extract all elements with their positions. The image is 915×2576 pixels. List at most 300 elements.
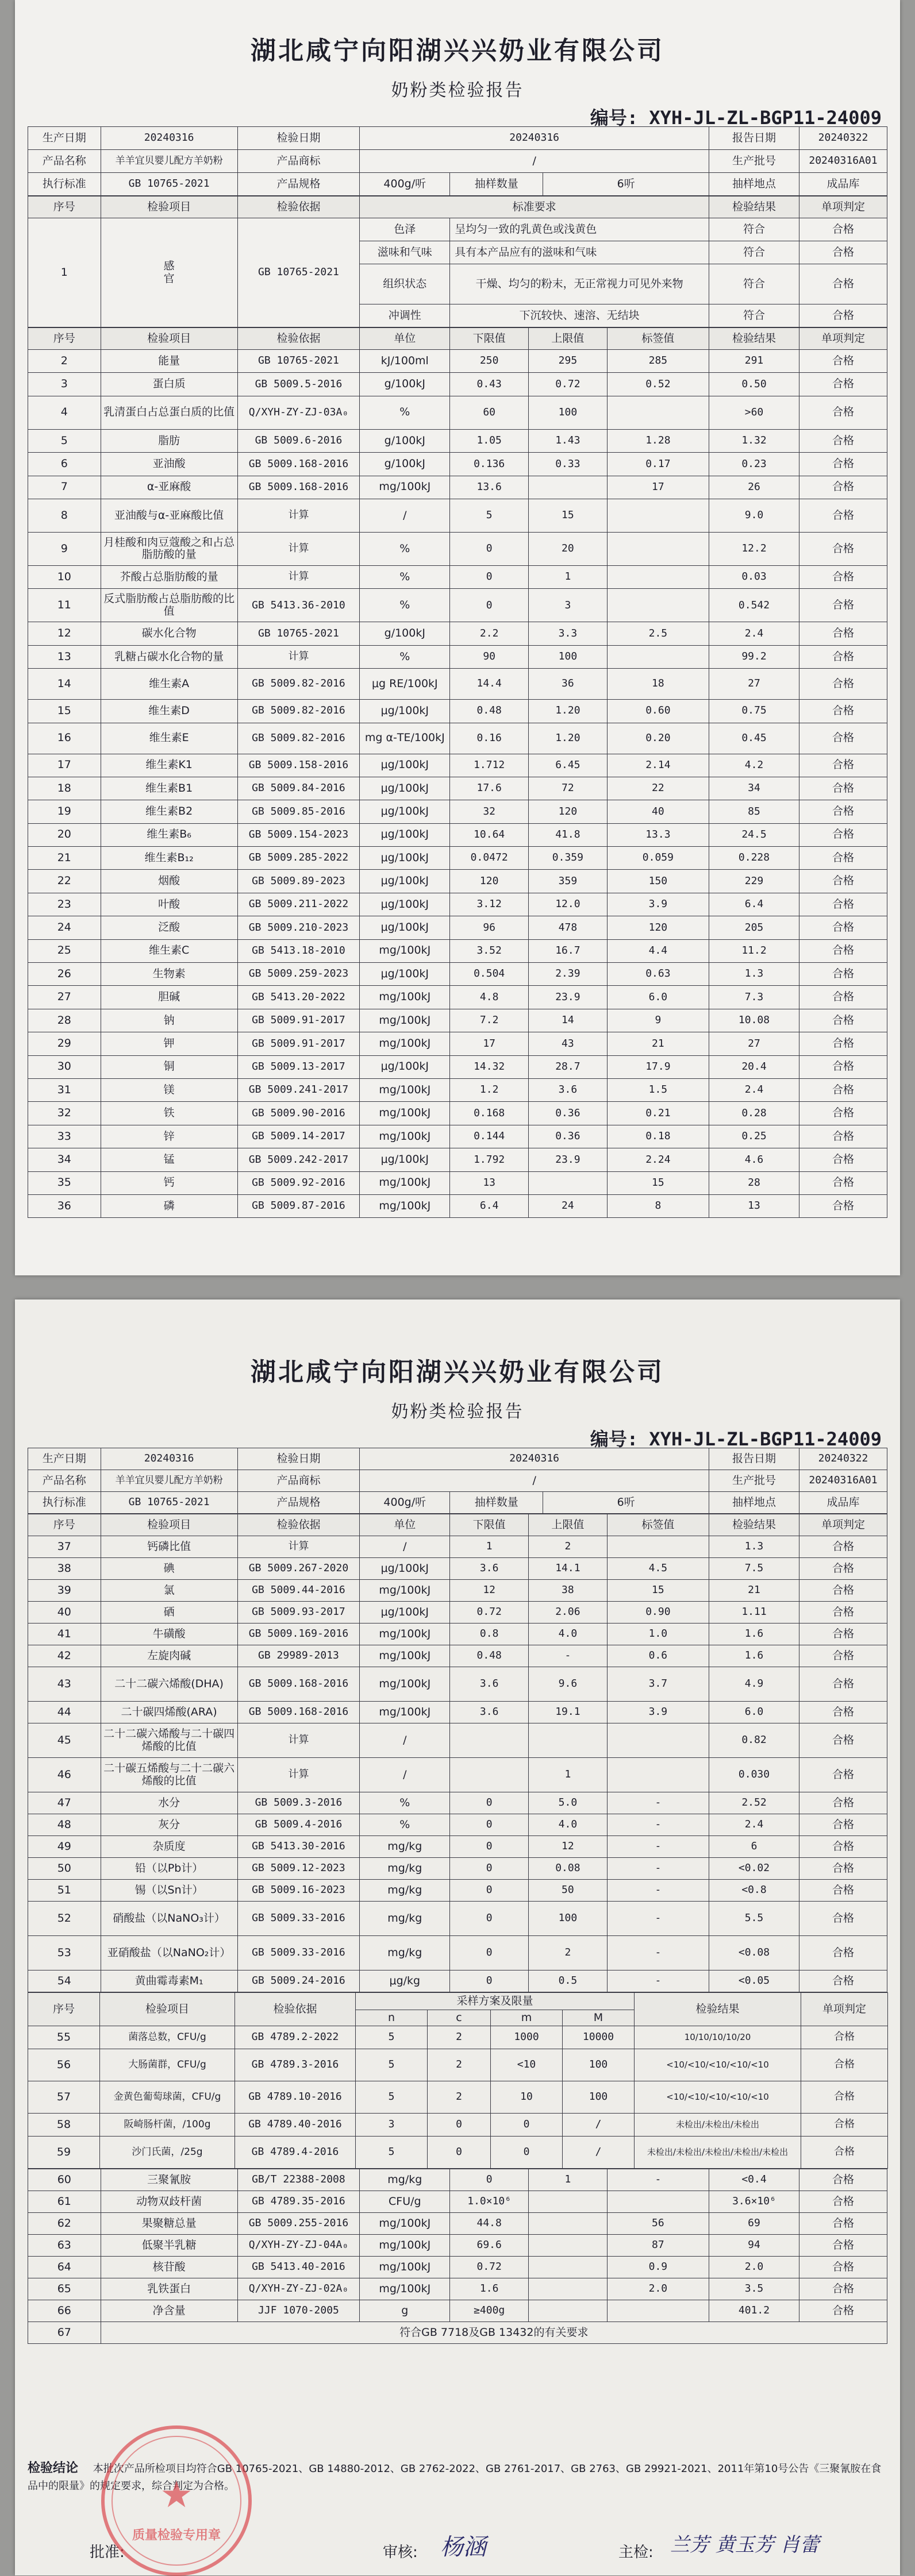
label-sample-qty: 抽样数量 <box>450 1492 543 1514</box>
upper-limit: 50 <box>529 1880 608 1902</box>
results-table-2 <box>28 1514 887 1992</box>
sensory-result: 符合 <box>709 241 799 264</box>
micro-head-verdict: 单项判定 <box>801 1993 888 2026</box>
lower-limit: 13.6 <box>450 476 529 499</box>
test-result: 24.5 <box>709 823 799 846</box>
sensory-table <box>28 196 887 327</box>
test-basis: GB 5413.30-2016 <box>237 1836 360 1858</box>
row-no: 60 <box>28 2169 101 2191</box>
unit: / <box>360 1536 450 1558</box>
row-no: 25 <box>28 939 101 962</box>
row-no: 41 <box>28 1624 101 1645</box>
row-no: 42 <box>28 1645 101 1667</box>
row-no: 40 <box>28 1602 101 1624</box>
item-name: 钾 <box>101 1032 237 1055</box>
lower-limit: 0.48 <box>450 1645 529 1667</box>
test-basis: GB 5009.211-2022 <box>237 893 360 916</box>
plan-c: 0 <box>428 2137 491 2169</box>
label-value: 120 <box>607 916 709 939</box>
row-no: 29 <box>28 1032 101 1055</box>
verdict: 合格 <box>799 754 887 777</box>
test-basis: GB 5413.18-2010 <box>237 939 360 962</box>
column-header: 检验依据 <box>237 328 360 350</box>
table-row <box>28 1536 887 1558</box>
label-value: - <box>607 1936 709 1970</box>
row-no: 32 <box>28 1102 101 1125</box>
table-row <box>28 373 887 396</box>
test-basis: GB/T 22388-2008 <box>237 2169 360 2191</box>
label-value: - <box>607 1836 709 1858</box>
unit: μg/100kJ <box>360 754 450 777</box>
review-signature: 杨涵 <box>440 2534 486 2560</box>
label-value <box>607 1723 709 1758</box>
plan-m: 0 <box>491 2137 563 2169</box>
test-basis: GB 5009.44-2016 <box>237 1580 360 1602</box>
lower-limit: 0 <box>450 532 529 565</box>
item-name: 动物双歧杆菌 <box>101 2191 237 2213</box>
test-result: 2.52 <box>709 1792 799 1814</box>
table-row <box>28 986 887 1009</box>
test-result: <0.02 <box>709 1858 799 1880</box>
lower-limit: 1.712 <box>450 754 529 777</box>
label-value <box>607 565 709 588</box>
item-name: 镁 <box>101 1078 237 1101</box>
test-basis: 计算 <box>237 1758 360 1792</box>
label-value: 285 <box>607 350 709 373</box>
unit: μg RE/100kJ <box>360 669 450 700</box>
unit: mg/100kJ <box>360 2235 450 2257</box>
item-name: 金黄色葡萄球菌，CFU/g <box>100 2081 235 2114</box>
test-basis: GB 4789.35-2016 <box>237 2191 360 2213</box>
label-value: 2.5 <box>607 622 709 645</box>
test-result: 7.5 <box>709 1558 799 1580</box>
standard: GB 10765-2021 <box>101 173 237 196</box>
lower-limit: ≥400g <box>450 2300 529 2322</box>
test-result: 26 <box>709 476 799 499</box>
verdict: 合格 <box>799 963 887 986</box>
upper-limit: 478 <box>529 916 608 939</box>
label-value: 0.18 <box>607 1125 709 1148</box>
test-basis: GB 5009.267-2020 <box>237 1558 360 1580</box>
item-name: 硝酸盐（以NaNO₃计） <box>101 1902 237 1936</box>
test-result: 3.5 <box>709 2278 799 2300</box>
item-name: α-亚麻酸 <box>101 476 237 499</box>
label-value: 0.60 <box>607 700 709 723</box>
verdict: 合格 <box>799 1102 887 1125</box>
unit: mg/100kJ <box>360 1102 450 1125</box>
column-header: 检验结果 <box>709 1514 799 1536</box>
test-result: 0.03 <box>709 565 799 588</box>
row-no: 39 <box>28 1580 101 1602</box>
micro-table <box>28 1992 888 2169</box>
item-name: 阪崎肠杆菌，/100g <box>100 2114 235 2137</box>
verdict: 合格 <box>799 1125 887 1148</box>
row-no: 61 <box>28 2191 101 2213</box>
table-row <box>28 1702 887 1723</box>
upper-limit: 23.9 <box>529 1148 608 1171</box>
test-result: >60 <box>709 396 799 429</box>
upper-limit: 3 <box>529 589 608 622</box>
unit: mg/100kJ <box>360 1667 450 1702</box>
upper-limit: 1 <box>529 565 608 588</box>
lower-limit: 2.2 <box>450 622 529 645</box>
lower-limit: 0.168 <box>450 1102 529 1125</box>
column-header: 检验项目 <box>101 328 237 350</box>
micro-head-item: 检验项目 <box>100 1993 235 2026</box>
report-title: 奶粉类检验报告 <box>391 80 524 101</box>
plan-M: / <box>563 2114 635 2137</box>
sensory-verdict: 合格 <box>799 241 887 264</box>
sensory-result: 符合 <box>709 218 799 241</box>
table-row <box>28 589 887 622</box>
lower-limit: 0.8 <box>450 1624 529 1645</box>
test-basis: GB 5413.40-2016 <box>237 2257 360 2278</box>
test-basis: GB 10765-2021 <box>237 350 360 373</box>
row-no: 5 <box>28 429 101 452</box>
report-date: 20240322 <box>799 127 887 150</box>
item-name: 亚油酸 <box>101 453 237 476</box>
unit: μg/100kJ <box>360 893 450 916</box>
column-header: 序号 <box>28 328 101 350</box>
test-result: 2.0 <box>709 2257 799 2278</box>
upper-limit: 12 <box>529 1836 608 1858</box>
upper-limit: 0.5 <box>529 1970 608 1992</box>
test-result: <0.4 <box>709 2169 799 2191</box>
sensory-head-result: 检验结果 <box>709 196 799 218</box>
test-result: 21 <box>709 1580 799 1602</box>
unit: g/100kJ <box>360 373 450 396</box>
test-basis: GB 5009.91-2017 <box>237 1032 360 1055</box>
micro-sub-M: M <box>563 2010 635 2026</box>
upper-limit: 2.39 <box>529 963 608 986</box>
upper-limit: 359 <box>529 870 608 893</box>
row-no: 19 <box>28 800 101 823</box>
item-name: 维生素A <box>101 669 237 700</box>
label-value: 0.9 <box>607 2257 709 2278</box>
verdict: 合格 <box>801 2081 888 2114</box>
row-no: 7 <box>28 476 101 499</box>
table-row <box>28 870 887 893</box>
verdict: 合格 <box>799 1970 887 1992</box>
verdict: 合格 <box>799 700 887 723</box>
table-row <box>28 2235 887 2257</box>
test-basis: GB 5009.16-2023 <box>237 1880 360 1902</box>
lower-limit: 120 <box>450 870 529 893</box>
test-result: 0.228 <box>709 847 799 870</box>
row-no: 52 <box>28 1902 101 1936</box>
test-result: 11.2 <box>709 939 799 962</box>
test-basis: GB 5009.4-2016 <box>237 1814 360 1836</box>
verdict: 合格 <box>799 1624 887 1645</box>
upper-limit: 4.0 <box>529 1624 608 1645</box>
lower-limit: 0.504 <box>450 963 529 986</box>
row-no: 16 <box>28 723 101 754</box>
row-no: 8 <box>28 499 101 532</box>
lower-limit: 0 <box>450 565 529 588</box>
label-value: 8 <box>607 1194 709 1217</box>
verdict: 合格 <box>799 1814 887 1836</box>
verdict: 合格 <box>799 1536 887 1558</box>
company-title: 湖北咸宁向阳湖兴兴奶业有限公司 <box>251 1358 664 1387</box>
upper-limit: 15 <box>529 499 608 532</box>
label-value: 3.9 <box>607 893 709 916</box>
table-row <box>28 396 887 429</box>
verdict: 合格 <box>799 2191 887 2213</box>
test-basis: 计算 <box>237 565 360 588</box>
verdict: 合格 <box>801 2114 888 2137</box>
verdict: 合格 <box>799 396 887 429</box>
lower-limit: 0 <box>450 589 529 622</box>
test-basis: GB 5009.33-2016 <box>237 1936 360 1970</box>
row-no: 28 <box>28 1009 101 1032</box>
table-row <box>28 1667 887 1702</box>
verdict: 合格 <box>799 986 887 1009</box>
unit: mg/100kJ <box>360 2257 450 2278</box>
plan-n: 5 <box>356 2137 428 2169</box>
label-sample-location: 抽样地点 <box>709 1492 799 1514</box>
item-name: 二十碳五烯酸与二十二碳六烯酸的比值 <box>101 1758 237 1792</box>
upper-limit: 2 <box>529 1536 608 1558</box>
test-result: 401.2 <box>709 2300 799 2322</box>
table-row <box>28 777 887 800</box>
lower-limit: 3.6 <box>450 1667 529 1702</box>
unit: μg/100kJ <box>360 1602 450 1624</box>
lower-limit: 0.72 <box>450 2257 529 2278</box>
unit: mg α-TE/100kJ <box>360 723 450 754</box>
label-value: 17.9 <box>607 1055 709 1078</box>
test-basis: GB 5009.242-2017 <box>237 1148 360 1171</box>
sensory-head-no: 序号 <box>28 196 101 218</box>
upper-limit <box>529 1171 608 1194</box>
test-result: <0.05 <box>709 1970 799 1992</box>
test-result: 1.3 <box>709 1536 799 1558</box>
row-no: 26 <box>28 963 101 986</box>
unit: μg/100kJ <box>360 1148 450 1171</box>
lower-limit: 14.4 <box>450 669 529 700</box>
sample-qty: 6听 <box>543 1492 709 1514</box>
test-basis: GB 5413.36-2010 <box>237 589 360 622</box>
micro-head-no: 序号 <box>28 1993 100 2026</box>
test-result: 69 <box>709 2213 799 2235</box>
upper-limit: 1.20 <box>529 700 608 723</box>
product-name: 羊羊宜贝婴儿配方羊奶粉 <box>101 1470 237 1492</box>
label-brand: 产品商标 <box>237 1470 360 1492</box>
plan-m: 0 <box>491 2114 563 2137</box>
upper-limit: 0.33 <box>529 453 608 476</box>
row-no: 56 <box>28 2049 100 2081</box>
test-result: 6.0 <box>709 1702 799 1723</box>
lower-limit: 96 <box>450 916 529 939</box>
lower-limit: 14.32 <box>450 1055 529 1078</box>
row-no: 27 <box>28 986 101 1009</box>
verdict: 合格 <box>799 2300 887 2322</box>
results-table-1 <box>28 327 887 1218</box>
label-value: - <box>607 2169 709 2191</box>
lower-limit: 0.144 <box>450 1125 529 1148</box>
test-result: 20.4 <box>709 1055 799 1078</box>
test-result: 0.82 <box>709 1723 799 1758</box>
item-name: 乳铁蛋白 <box>101 2278 237 2300</box>
plan-c: 2 <box>428 2049 491 2081</box>
inspection-stamp <box>101 2425 252 2576</box>
column-header: 下限值 <box>450 328 529 350</box>
column-header-row <box>28 1514 887 1536</box>
upper-limit: 3.3 <box>529 622 608 645</box>
label-value: 1.0 <box>607 1624 709 1645</box>
test-result: 0.28 <box>709 1102 799 1125</box>
table-row <box>28 532 887 565</box>
plan-n: 3 <box>356 2114 428 2137</box>
row-no: 13 <box>28 645 101 668</box>
item-name: 铅（以Pb计） <box>101 1858 237 1880</box>
report-date: 20240322 <box>799 1448 887 1470</box>
unit: % <box>360 396 450 429</box>
test-result: 3.6×10⁶ <box>709 2191 799 2213</box>
label-spec: 产品规格 <box>237 1492 360 1514</box>
label-value <box>607 532 709 565</box>
plan-M: / <box>563 2137 635 2169</box>
test-result: 6 <box>709 1836 799 1858</box>
table-row <box>28 2049 888 2081</box>
row-no: 45 <box>28 1723 101 1758</box>
lower-limit: 0 <box>450 1858 529 1880</box>
micro-head-plan: 采样方案及限量 <box>356 1993 635 2010</box>
test-basis: 计算 <box>237 532 360 565</box>
sensory-req: 具有本产品应有的滋味和气味 <box>450 241 709 264</box>
item-name: 维生素K1 <box>101 754 237 777</box>
row-no: 2 <box>28 350 101 373</box>
lower-limit: 1.6 <box>450 2278 529 2300</box>
conclusion-label: 检验结论 <box>28 2461 79 2475</box>
micro-head-basis: 检验依据 <box>235 1993 356 2026</box>
unit: mg/kg <box>360 1902 450 1936</box>
test-result: 1.3 <box>709 963 799 986</box>
row67-no: 67 <box>28 2322 101 2344</box>
label-value: 0.52 <box>607 373 709 396</box>
upper-limit: 1 <box>529 1758 608 1792</box>
unit: mg/kg <box>360 1936 450 1970</box>
test-result: 291 <box>709 350 799 373</box>
label-value: 2.0 <box>607 2278 709 2300</box>
item-name: 维生素B₆ <box>101 823 237 846</box>
header-table <box>28 126 887 196</box>
item-name: 叶酸 <box>101 893 237 916</box>
label-value: 15 <box>607 1171 709 1194</box>
verdict: 合格 <box>799 622 887 645</box>
upper-limit: 38 <box>529 1580 608 1602</box>
row-no: 35 <box>28 1171 101 1194</box>
test-basis: GB 5009.14-2017 <box>237 1125 360 1148</box>
verdict: 合格 <box>799 669 887 700</box>
stamp-star: ★ <box>160 2474 193 2516</box>
test-basis: GB 5413.20-2022 <box>237 986 360 1009</box>
production-date: 20240316 <box>101 127 237 150</box>
lower-limit: 250 <box>450 350 529 373</box>
lower-limit: 6.4 <box>450 1194 529 1217</box>
label-brand: 产品商标 <box>237 150 360 173</box>
unit: % <box>360 1792 450 1814</box>
label-value: - <box>607 1902 709 1936</box>
sensory-result: 符合 <box>709 264 799 304</box>
test-basis: GB 5009.85-2016 <box>237 800 360 823</box>
test-basis: 计算 <box>237 499 360 532</box>
test-result: <10/<10/<10/<10/<10 <box>635 2049 801 2081</box>
verdict: 合格 <box>799 870 887 893</box>
item-name: 维生素D <box>101 700 237 723</box>
item-name: 锌 <box>101 1125 237 1148</box>
verdict: 合格 <box>799 589 887 622</box>
verdict: 合格 <box>799 1055 887 1078</box>
label-production-date: 生产日期 <box>28 127 101 150</box>
test-basis: GB 29989-2013 <box>237 1645 360 1667</box>
table-row <box>28 565 887 588</box>
test-result: 0.45 <box>709 723 799 754</box>
table-row <box>28 1125 887 1148</box>
label-value: 22 <box>607 777 709 800</box>
unit: μg/100kJ <box>360 823 450 846</box>
table-row <box>28 1936 887 1970</box>
test-result: 2.4 <box>709 1078 799 1101</box>
test-basis: GB 5009.241-2017 <box>237 1078 360 1101</box>
test-result: 10.08 <box>709 1009 799 1032</box>
item-name: 二十二碳六烯酸(DHA) <box>101 1667 237 1702</box>
label-sample-location: 抽样地点 <box>709 173 799 196</box>
unit: % <box>360 565 450 588</box>
upper-limit <box>529 2300 608 2322</box>
inspect-signature: 兰芳 黄玉芳 肖蕾 <box>670 2533 820 2556</box>
table-row <box>28 1645 887 1667</box>
table-row <box>28 2114 888 2137</box>
lower-limit <box>450 1723 529 1758</box>
table-row <box>28 723 887 754</box>
verdict: 合格 <box>799 939 887 962</box>
label-value: 0.059 <box>607 847 709 870</box>
table-row <box>28 847 887 870</box>
label-value: - <box>607 1814 709 1836</box>
upper-limit: 0.36 <box>529 1125 608 1148</box>
row-no: 11 <box>28 589 101 622</box>
unit: μg/100kJ <box>360 963 450 986</box>
test-basis: Q/XYH-ZY-ZJ-04A₀ <box>237 2235 360 2257</box>
upper-limit: 1.20 <box>529 723 608 754</box>
lower-limit: 17.6 <box>450 777 529 800</box>
test-basis: GB 4789.10-2016 <box>235 2081 356 2114</box>
upper-limit: 23.9 <box>529 986 608 1009</box>
item-name: 三聚氰胺 <box>101 2169 237 2191</box>
row-no: 57 <box>28 2081 100 2114</box>
unit: g/100kJ <box>360 622 450 645</box>
row67-text: 符合GB 7718及GB 13432的有关要求 <box>101 2322 887 2344</box>
table-row <box>28 2278 887 2300</box>
column-header: 单位 <box>360 328 450 350</box>
upper-limit <box>529 2235 608 2257</box>
plan-M: 100 <box>563 2049 635 2081</box>
table-row <box>28 2191 887 2213</box>
test-basis: GB 5009.84-2016 <box>237 777 360 800</box>
review-label: 审核: <box>383 2544 418 2561</box>
item-name: 维生素B₁₂ <box>101 847 237 870</box>
label-batch: 生产批号 <box>709 1470 799 1492</box>
stamp-label: 质量检验专用章 <box>132 2528 221 2543</box>
row-no: 53 <box>28 1936 101 1970</box>
item-name: 泛酸 <box>101 916 237 939</box>
sample-location: 成品库 <box>799 173 887 196</box>
unit: mg/100kJ <box>360 1009 450 1032</box>
row-no: 34 <box>28 1148 101 1171</box>
test-result: 99.2 <box>709 645 799 668</box>
item-name: 二十碳四烯酸(ARA) <box>101 1702 237 1723</box>
test-result: 1.6 <box>709 1645 799 1667</box>
